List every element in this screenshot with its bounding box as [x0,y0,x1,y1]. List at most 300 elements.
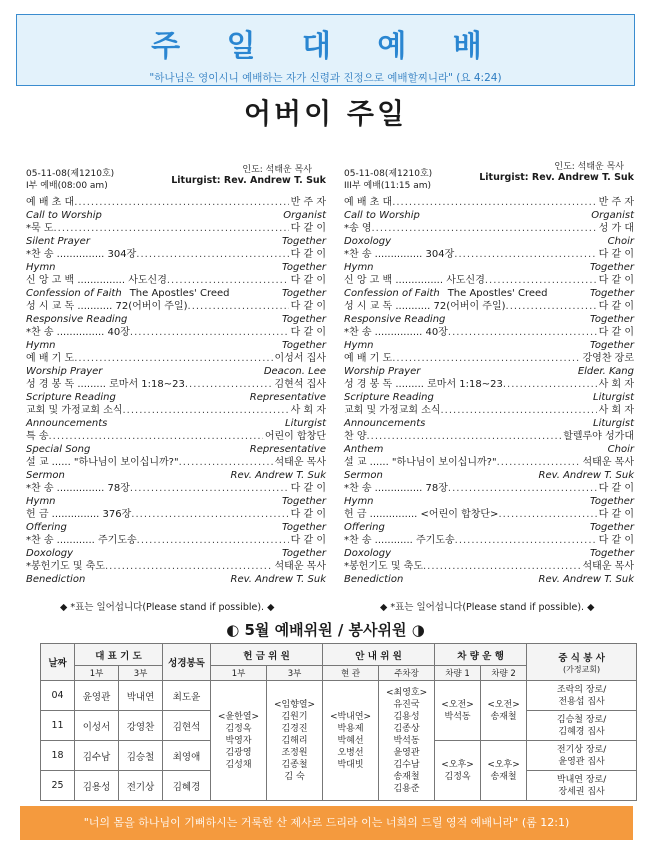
list-item: 김정옥 [225,723,252,734]
order-of-worship [26,196,326,586]
order-item-title-en-text: Silent Prayer [26,236,90,247]
leader-dots [392,196,596,209]
order-item-en [26,365,326,378]
leader-dots [54,222,289,235]
leader-dots [179,456,273,469]
offering-1-team [211,681,267,801]
order-item-title: 교회 및 가정교회 소식 [26,405,123,416]
order-item-leader: 다 같 이 [290,327,326,338]
leader-dots [136,248,288,261]
row-prayer-1: 이성서 [75,711,119,741]
order-item-title: 헌 금 ............... 376장 [26,509,132,520]
car-1-afternoon [435,741,481,801]
order-item-title-en-text: Confession of Faith [26,288,122,299]
order-item-en [26,313,326,326]
order-item [344,430,634,456]
list-item: 김용성 [393,711,420,722]
row-prayer-3: 박내연 [119,681,163,711]
order-item-en [344,339,634,352]
order-item-leader-en: Choir [607,444,634,455]
order-item-title-en-text: Hymn [26,262,56,273]
order-item-en [344,261,634,274]
order-item-en [344,573,634,586]
stand-note: ◆ *표는 일어섭니다(Please stand if possible). ◆ [380,602,595,613]
list-item: 김종철 [281,759,308,770]
row-bible: 김혜경 [163,771,211,801]
order-item-title-en [26,521,282,534]
order-item-detail-en: The Apostles' Creed [447,288,548,299]
order-item-title: *묵 도 [26,223,54,234]
order-item-ko [26,508,326,521]
order-item-title-en-text: Offering [344,522,385,533]
order-item-leader-en: Rev. Andrew T. Suk [538,574,634,585]
order-item-title-en-text: Announcements [26,418,108,429]
order-item [26,196,326,222]
header-banner [16,14,635,86]
order-item-title-en-text: Worship Prayer [26,366,103,377]
order-item-leader-en: Together [589,548,634,559]
order-item-title-en [26,391,250,404]
stand-note: ◆ *표는 일어섭니다(Please stand if possible). ◆ [60,602,275,613]
order-item-title-en-text: Anthem [344,444,384,455]
order-item-title-en-text: Benediction [26,574,86,585]
order-item [26,482,326,508]
order-item-title-en [344,521,590,534]
list-item: <오전> [487,699,520,710]
header-car-2: 차량 2 [481,666,527,681]
list-item: 김광영 [225,747,252,758]
row-prayer-1: 윤영관 [75,681,119,711]
leader-dots [130,482,289,495]
order-item-title-en [26,469,231,482]
order-item-title: *찬 송 ............... 304장 [344,249,455,260]
order-item-title-en [344,573,539,586]
order-item-en [26,573,326,586]
order-item-ko [26,300,326,313]
order-item-en [26,391,326,404]
order-item-title: 설 교 ...... "하나님이 보이십니까?" [26,457,179,468]
order-item-ko [344,326,634,339]
order-item-ko [26,248,326,261]
order-item-title-en-text: Hymn [344,262,374,273]
service-first [26,156,326,586]
order-item-leader: 석태운 목사 [274,457,326,468]
header-lunch-sub: (가정교회) [562,664,601,674]
order-item [344,248,634,274]
leader-dots [49,430,263,443]
order-item-title-en-text: Benediction [344,574,404,585]
leader-dots [367,430,562,443]
order-item-en [344,547,634,560]
list-item: 김혜경 집사 [558,726,605,737]
order-item-en [26,261,326,274]
order-item-title-en [26,209,283,222]
leader-dots [185,378,273,391]
order-item-title-en [26,495,282,508]
order-item-title: *봉헌기도 및 축도 [344,561,423,572]
order-item-title-en [344,547,590,560]
leader-dots [372,222,597,235]
list-item: 박영자 [225,735,252,746]
order-item-title-en [26,443,250,456]
order-item [344,404,634,430]
order-item [26,508,326,534]
order-item-title: 특 송 [26,431,49,442]
order-item-title-en-text: Call to Worship [26,210,102,221]
order-item-en [26,209,326,222]
leader-dots [105,560,273,573]
header-lunch [527,644,637,681]
row-lunch [527,741,637,771]
order-item-title-en-text: Hymn [344,340,374,351]
order-item-en [344,495,634,508]
car-1-morning [435,681,481,741]
header-bible: 성경봉독 [163,644,211,681]
order-item-leader: 다 같 이 [290,535,326,546]
leader-dots [130,326,289,339]
order-item-leader-en: Liturgist [593,392,634,403]
order-item-ko [344,456,634,469]
order-item-title-en-text: Worship Prayer [344,366,421,377]
order-item-leader: 석태운 목사 [582,561,634,572]
list-item: 조정원 [281,747,308,758]
order-item-leader-en: Organist [283,210,326,221]
order-item-leader-en: Together [589,288,634,299]
leader-dots [74,352,272,365]
order-item-en [26,339,326,352]
guide-entrance-team [323,681,379,801]
order-item-ko [26,352,326,365]
order-item-title: 신 앙 고 백 ............... 사도신경 [344,275,485,286]
order-item [344,482,634,508]
order-item-en [344,469,634,482]
order-item-leader-en: Together [281,522,326,533]
guide-parking-team [379,681,435,801]
list-item: 전기상 장로/ [556,744,607,755]
order-item-title: 예 배 기 도 [26,353,75,364]
list-item: 윤영관 [393,747,420,758]
service-third [344,156,634,586]
list-item: 장세권 집사 [558,786,605,797]
order-item-title: *찬 송 ............... 304장 [26,249,137,260]
order-item-ko [344,352,634,365]
leader-dots [440,404,596,417]
leader-dots [423,560,581,573]
leader-dots [498,508,596,521]
list-item: <오전> [441,699,474,710]
order-item-title-en [26,573,231,586]
order-item-title: 예 배 초 대 [26,197,75,208]
order-item-leader: 사 회 자 [290,405,326,416]
order-item-leader-en: Rev. Andrew T. Suk [230,470,326,481]
leader-dots [122,404,288,417]
order-item-title-en-text: Hymn [344,496,374,507]
list-item: <오후> [441,759,474,770]
order-item [344,508,634,534]
order-item-title-en-text: Scripture Reading [26,392,116,403]
order-item-title-en-text: Sermon [26,470,65,481]
order-item-leader: 반 주 자 [598,197,634,208]
order-item-ko [26,456,326,469]
service-date: 05-11-08(제1210호) [344,169,433,179]
leader-dots [485,274,597,287]
row-bible: 최도윤 [163,681,211,711]
order-item-ko [26,534,326,547]
order-item-title-en [344,495,590,508]
order-item-title-en [26,261,282,274]
order-item-ko [26,560,326,573]
order-item-en [26,469,326,482]
leader-dots [497,456,581,469]
order-item-leader: 다 같 이 [290,301,326,312]
row-prayer-3: 강영찬 [119,711,163,741]
order-item [344,534,634,560]
order-item-title: *찬 송 ............... 78장 [26,483,130,494]
header-prayer: 대 표 기 도 [75,644,163,666]
order-item-en [344,313,634,326]
order-item-leader: 다 같 이 [290,249,326,260]
order-item-leader-en: Rev. Andrew T. Suk [538,470,634,481]
order-item-ko [344,274,634,287]
header-offering-3: 3부 [267,666,323,681]
order-item-ko [344,196,634,209]
row-prayer-1: 김용성 [75,771,119,801]
order-item [344,352,634,378]
list-item: <윤한열> [217,711,260,722]
order-item-leader: 다 같 이 [290,509,326,520]
order-item-title-en-text: Call to Worship [344,210,420,221]
header-car: 차 량 운 행 [435,644,527,666]
order-item-title-en [26,287,282,300]
order-item-title-en [344,339,590,352]
list-item: 박석동 [393,735,420,746]
order-item-leader-en: Representative [249,444,326,455]
service-time: I부 예배(08:00 am) [26,181,108,191]
order-item-en [344,417,634,430]
order-item-leader-en: Together [281,314,326,325]
list-item: 김수남 [393,759,420,770]
order-item-leader-en: Together [281,548,326,559]
order-item-ko [344,378,634,391]
table-row [41,681,637,711]
order-item-leader: 할렐루야 성가대 [563,431,634,442]
order-item-ko [344,222,634,235]
header-prayer-1: 1부 [75,666,119,681]
row-date: 11 [41,711,75,741]
order-item-en [26,495,326,508]
service-header [26,156,326,196]
order-item-ko [344,560,634,573]
order-item-title-en [26,547,282,560]
order-item-leader-en: Rev. Andrew T. Suk [230,574,326,585]
order-item-leader-en: Together [281,496,326,507]
order-item-leader: 다 같 이 [290,223,326,234]
order-item-en [26,547,326,560]
liturgist-ko: 인도: 석태운 목사 [242,165,312,175]
order-item [344,326,634,352]
liturgist-en: Liturgist: Rev. Andrew T. Suk [479,172,634,183]
leader-dots [455,534,597,547]
service-date: 05-11-08(제1210호) [26,169,115,179]
order-item-leader-en: Liturgist [285,418,326,429]
order-item-ko [26,196,326,209]
order-item-title: 헌 금 ............... <어린이 합창단> [344,509,499,520]
list-item: 박대빗 [337,759,364,770]
order-item-title: 예 배 초 대 [344,197,393,208]
header-prayer-3: 3부 [119,666,163,681]
order-item-ko [26,430,326,443]
liturgist-en: Liturgist: Rev. Andrew T. Suk [171,175,326,186]
order-item-title-en [344,261,590,274]
duty-table [40,643,637,801]
order-item-leader: 이성서 집사 [274,353,326,364]
order-item-en [344,287,634,300]
order-item-leader-en: Together [589,340,634,351]
order-item [26,248,326,274]
order-item-detail-en: The Apostles' Creed [129,288,230,299]
order-item-en [344,235,634,248]
order-item-title-en [344,391,593,404]
order-item-ko [26,222,326,235]
order-item-leader-en: Elder. Kang [577,366,634,377]
order-item-ko [26,482,326,495]
row-date: 18 [41,741,75,771]
list-item: 유진국 [393,699,420,710]
order-item-ko [344,508,634,521]
order-item-title: *찬 송 ............... 40장 [26,327,130,338]
order-item-title-en-text: Doxology [26,548,74,559]
order-item-title-en-text: Responsive Reading [344,314,446,325]
order-item-leader: 성 가 대 [598,223,634,234]
row-prayer-3: 전기상 [119,771,163,801]
order-item-leader-en: Together [589,314,634,325]
order-item-leader: 다 같 이 [290,275,326,286]
order-item [26,534,326,560]
order-item [26,404,326,430]
order-item-title-en [26,313,282,326]
order-item-leader: 반 주 자 [290,197,326,208]
order-item-title: 성 시 교 독 ........... 72(어버이 주일) [344,301,506,312]
order-item-title-en-text: Doxology [344,236,392,247]
order-item-leader-en: Organist [591,210,634,221]
order-item [344,378,634,404]
order-item-leader: 석태운 목사 [274,561,326,572]
order-item-title-en-text: Responsive Reading [26,314,128,325]
row-lunch [527,681,637,711]
header-offering-1: 1부 [211,666,267,681]
list-item: <오후> [487,759,520,770]
order-item-leader: 다 같 이 [290,483,326,494]
order-item-title-en-text: Announcements [344,418,426,429]
order-item-title-en [26,339,282,352]
order-item [26,222,326,248]
order-item-leader: 다 같 이 [598,535,634,546]
order-item-title-en [344,209,591,222]
order-item-title: 성 시 교 독 ........... 72(어버이 주일) [26,301,188,312]
order-item-leader-en: Choir [607,236,634,247]
order-item-title: 신 앙 고 백 ............... 사도신경 [26,275,167,286]
header-guide-parking: 주차장 [379,666,435,681]
order-item-en [26,417,326,430]
order-item-title: *찬 송 ............ 주기도송 [26,535,137,546]
order-item-title: 교회 및 가정교회 소식 [344,405,441,416]
order-item [344,274,634,300]
order-item-title-en-text: Hymn [26,496,56,507]
leader-dots [448,482,597,495]
order-item-ko [344,430,634,443]
list-item: <임향열> [273,699,316,710]
list-item: 오병선 [337,747,364,758]
header-car-1: 차량 1 [435,666,481,681]
leader-dots [448,326,597,339]
banner-verse: "하나님은 영이시니 예배하는 자가 신령과 진정으로 예배할찌니라" (요 4:24) [149,72,502,84]
order-item-title-en-text: Offering [26,522,67,533]
row-prayer-1: 김수남 [75,741,119,771]
order-item-title-en [26,417,285,430]
list-item: 김종상 [393,723,420,734]
leader-dots [188,300,289,313]
order-item-ko [26,326,326,339]
leader-dots [131,508,288,521]
order-item-ko [344,248,634,261]
order-item-leader-en: Together [589,522,634,533]
service-header [344,156,634,196]
order-item-leader-en: Together [281,262,326,273]
banner-title: 주 일 대 예 배 [151,29,500,64]
order-item-title: *봉헌기도 및 축도 [26,561,105,572]
order-item-leader-en: Liturgist [593,418,634,429]
order-item [26,456,326,482]
list-item: 김용준 [393,783,420,794]
order-item-title-en [344,235,608,248]
car-2-afternoon [481,741,527,801]
order-item-en [26,287,326,300]
order-item-title: 찬 양 [344,431,367,442]
leader-dots [74,196,288,209]
leader-dots [506,300,597,313]
offering-3-team [267,681,323,801]
list-item: 박석동 [444,711,471,722]
list-item: <최영호> [385,687,428,698]
order-item-leader-en: Deacon. Lee [263,366,326,377]
list-item: <박내연> [329,711,372,722]
order-item-title: 성 경 봉 독 ......... 로마서 1:18~23 [344,379,503,390]
leader-dots [137,534,289,547]
order-item-leader-en: Together [589,496,634,507]
order-item-title-en [26,235,282,248]
order-item-ko [344,482,634,495]
order-item-leader: 다 같 이 [598,249,634,260]
row-date: 25 [41,771,75,801]
order-item-title-en-text: Special Song [26,444,91,455]
order-item-en [344,443,634,456]
list-item: 전용섭 집사 [558,696,605,707]
order-item-title-en [344,287,590,300]
header-guide-entrance: 현 관 [323,666,379,681]
order-item [26,326,326,352]
list-item: 김원기 [281,711,308,722]
list-item: 윤영관 집사 [558,756,605,767]
order-item-en [344,391,634,404]
leader-dots [167,274,289,287]
order-item-leader: 사 회 자 [598,405,634,416]
committee-title: ◐ 5월 예배위원 / 봉사위원 ◑ [226,621,425,639]
order-item-leader: 강영찬 장로 [582,353,634,364]
order-item-leader-en: Together [281,340,326,351]
order-item-ko [26,404,326,417]
order-item-en [344,209,634,222]
leader-dots [392,352,580,365]
